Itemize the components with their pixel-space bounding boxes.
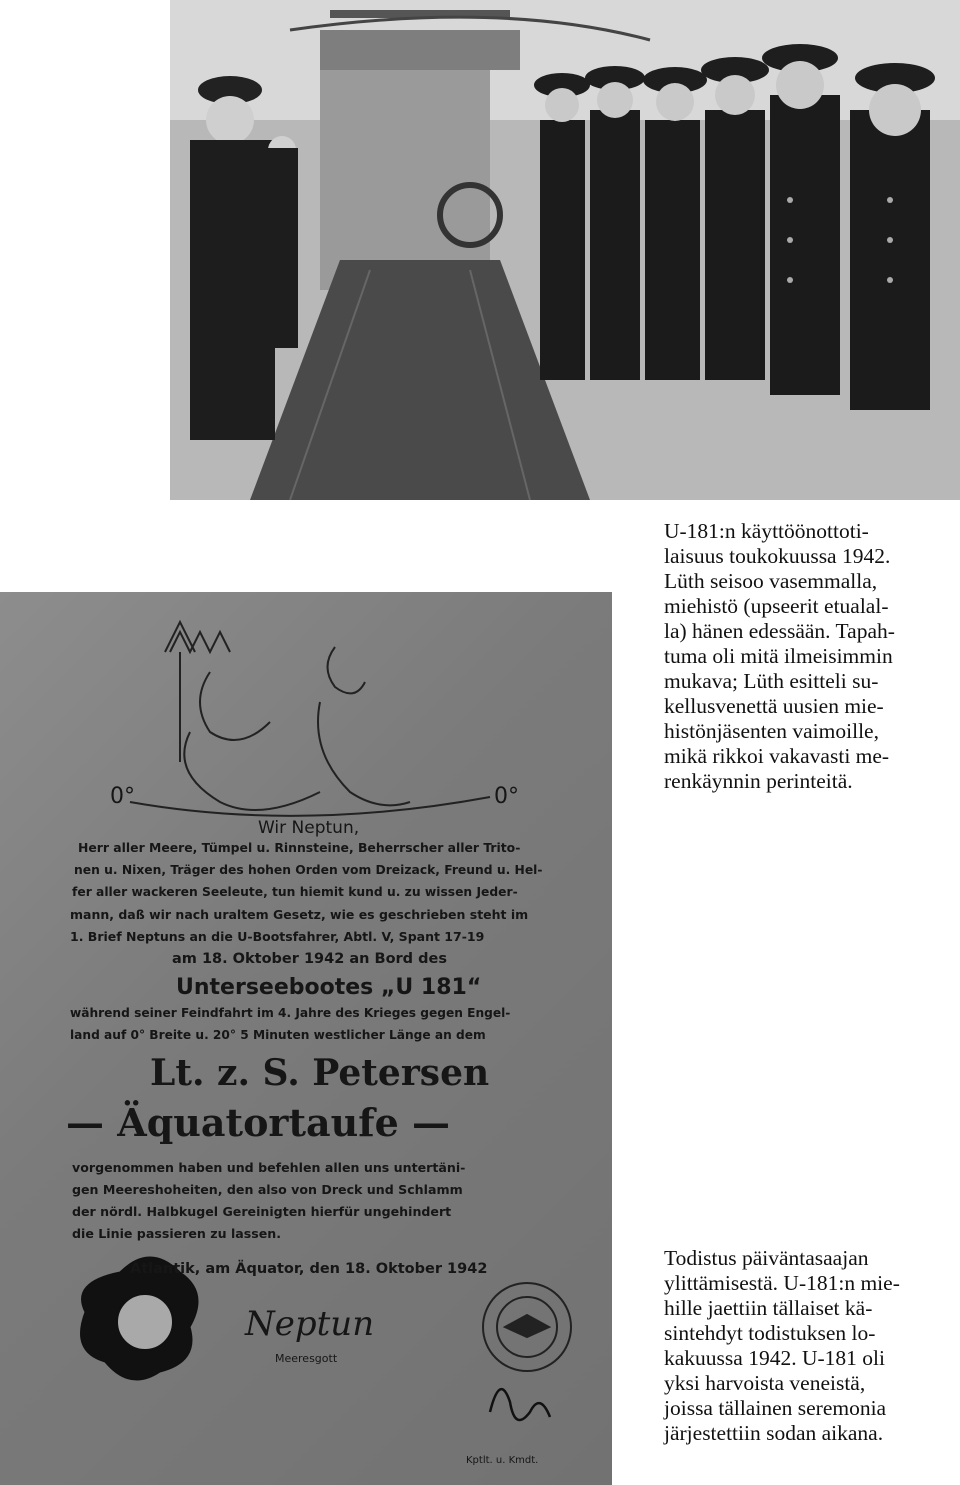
caption-line: Lüth seisoo vasemmalla, [664,569,878,593]
cert-boat-name: Unterseebootes „U 181“ [176,975,482,1000]
caption-line: U-181:n käyttöönottoti- [664,519,869,543]
caption-line: histönjäsenten vaimoille, [664,719,879,743]
cert-line: 1. Brief Neptuns an die U-Bootsfahrer, Abtl. V, Spant 17-19 [70,929,485,944]
certificate-caption [664,1246,900,1446]
cert-line: während seiner Feindfahrt im 4. Jahre des Krieges gegen Engel- [70,1006,511,1020]
caption-line: miehistö (upseerit etualal- [664,594,889,618]
caption-line: sintehdyt todistuksen lo- [664,1321,876,1345]
cert-line: land auf 0° Breite u. 20° 5 Minuten westlicher Länge an dem [70,1028,486,1042]
caption-line: ylittämisestä. U-181:n mie- [664,1271,900,1295]
photo-illustration [170,0,960,500]
caption-line: kellusvenettä uusien mie- [664,694,884,718]
caption-line: la) hänen edessään. Tapah- [664,619,895,643]
cert-line: die Linie passieren zu lassen. [72,1226,282,1241]
degree-label-left: 0° [110,784,135,809]
caption-line: joissa tällainen seremonia [664,1396,887,1420]
cert-line: Herr aller Meere, Tümpel u. Rinnsteine, Beherrscher aller Trito- [78,840,521,855]
caption-line: mikä rikkoi vakavasti me- [664,744,890,768]
cert-recipient-name: Lt. z. S. Petersen [150,1052,490,1094]
commander-title: Kptlt. u. Kmdt. [466,1455,539,1466]
cert-line: gen Meereshoheiten, den also von Dreck und Schlamm [72,1182,463,1197]
caption-line: yksi harvoista veneistä, [664,1371,866,1395]
caption-line: hille jaettiin tällaiset kä- [664,1296,873,1320]
cert-line: vorgenommen haben und befehlen allen uns untertäni- [72,1160,466,1175]
caption-line: mukava; Lüth esitteli su- [664,669,879,693]
equator-certificate [0,592,612,1485]
cert-heading: Wir Neptun, [258,818,360,838]
official-stamp [483,1283,571,1371]
cert-line: mann, daß wir nach uraltem Gesetz, wie es geschrieben steht im [70,907,529,922]
cert-title: — Äquatortaufe — [66,1100,451,1145]
caption-line: kakuussa 1942. U-181 oli [664,1346,885,1370]
caption-line: renkäynnin perinteitä. [664,769,853,793]
caption-line: Todistus päiväntasaajan [664,1246,869,1270]
caption-line: laisuus toukokuussa 1942. [664,544,891,568]
signature-title: Meeresgott [275,1352,338,1365]
degree-label-right: 0° [494,784,519,809]
caption-line: tuma oli mitä ilmeisimmin [664,644,893,668]
cert-place-date: Atlantik, am Äquator, den 18. Oktober 1942 [130,1261,488,1277]
caption-line: järjestettiin sodan aikana. [664,1421,884,1445]
neptune-signature: Neptun [245,1304,375,1344]
photo-caption [664,519,895,794]
cert-line: der nördl. Halbkugel Gereinigten hierfür ungehindert [72,1204,452,1219]
cert-line: nen u. Nixen, Träger des hohen Orden vom Dreizack, Freund u. Hel- [74,863,543,877]
commissioning-photo [170,0,960,500]
cert-line: fer aller wackeren Seeleute, tun hiemit kund u. zu wissen Jeder- [72,885,518,899]
cert-line: am 18. Oktober 1942 an Bord des [172,951,447,967]
